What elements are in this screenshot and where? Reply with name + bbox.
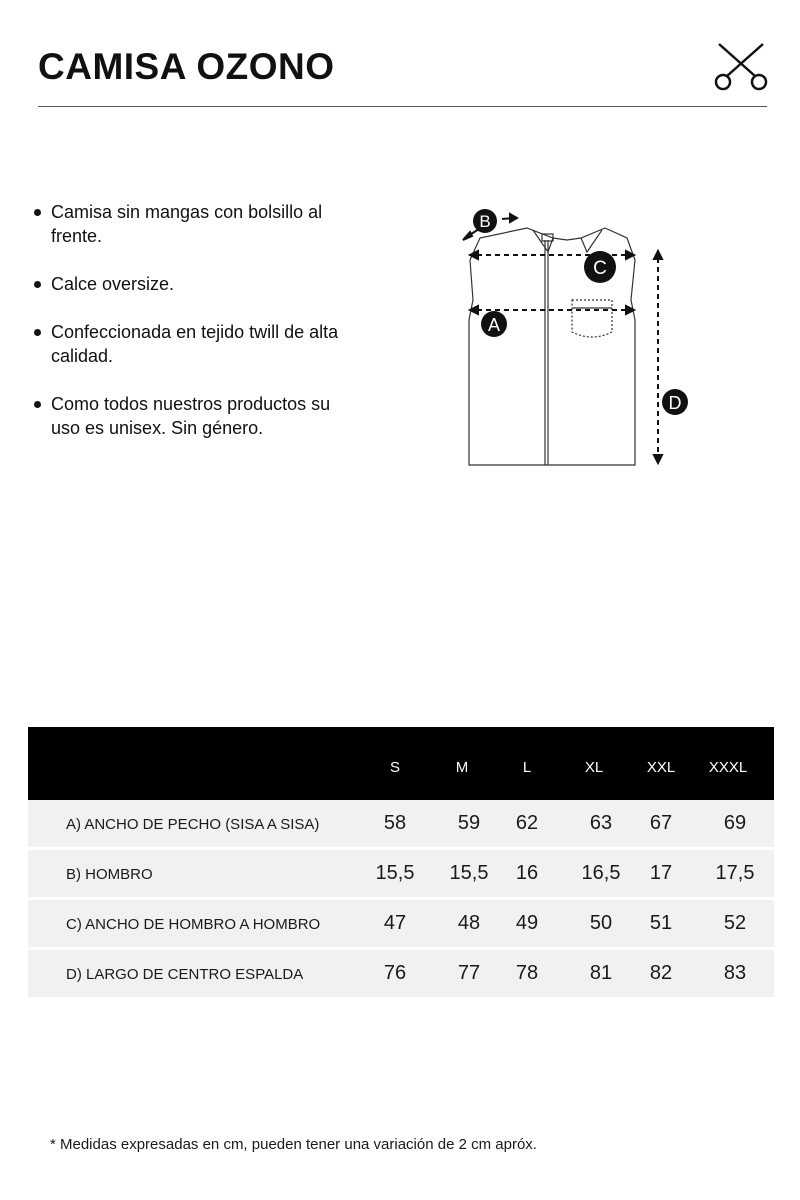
table-cell: 67 (649, 812, 673, 834)
table-row (28, 950, 774, 997)
header-divider (38, 106, 767, 107)
table-cell: 51 (649, 912, 673, 934)
size-header: S (389, 759, 400, 776)
table-cell: 47 (383, 912, 407, 934)
size-header: XXL (646, 759, 676, 776)
feature-list (34, 200, 354, 464)
table-cell: 15,5 (449, 862, 489, 884)
table-cell: 16 (515, 862, 539, 884)
size-table-header (28, 727, 774, 800)
table-cell: 50 (589, 912, 613, 934)
label-b (473, 209, 497, 233)
label-d (662, 389, 688, 415)
table-cell: 78 (515, 962, 539, 984)
feature-item: Calce oversize. (34, 272, 354, 296)
svg-text:B: B (479, 212, 491, 231)
table-cell: 76 (383, 962, 407, 984)
table-cell: 81 (589, 962, 613, 984)
size-header: XL (584, 759, 604, 776)
size-header: XXXL (708, 759, 748, 776)
table-cell: 17,5 (715, 862, 755, 884)
size-header: M (455, 759, 469, 776)
label-c (584, 251, 616, 283)
table-cell: 82 (649, 962, 673, 984)
table-cell: 48 (457, 912, 481, 934)
table-row (28, 800, 774, 847)
row-label: B) HOMBRO (66, 866, 153, 883)
svg-text:A: A (487, 315, 501, 335)
table-cell: 16,5 (581, 862, 621, 884)
measurement-d (654, 251, 662, 463)
page-title: CAMISA OZONO (38, 46, 335, 87)
size-header: L (522, 759, 532, 776)
table-cell: 83 (723, 962, 747, 984)
table-cell: 15,5 (375, 862, 415, 884)
table-cell: 69 (723, 812, 747, 834)
row-label: D) LARGO DE CENTRO ESPALDA (66, 966, 304, 983)
table-row (28, 900, 774, 947)
table-cell: 77 (457, 962, 481, 984)
svg-text:D: D (668, 393, 682, 413)
table-cell: 49 (515, 912, 539, 934)
footnote: * Medidas expresadas en cm, pueden tener una variación de 2 cm apróx. (50, 1136, 537, 1153)
table-cell: 62 (515, 812, 539, 834)
feature-item: Camisa sin mangas con bolsillo al frente. (34, 200, 354, 248)
shirt-measurement-diagram (455, 200, 695, 480)
svg-text:C: C (593, 258, 607, 279)
scissors-icon (712, 40, 770, 92)
feature-item: Confeccionada en tejido twill de alta calidad. (34, 320, 354, 368)
row-label: C) ANCHO DE HOMBRO A HOMBRO (66, 916, 321, 933)
table-cell: 63 (589, 812, 613, 834)
table-cell: 52 (723, 912, 747, 934)
table-cell: 59 (457, 812, 481, 834)
label-a (481, 311, 507, 337)
table-cell: 17 (649, 862, 673, 884)
size-table (28, 727, 774, 997)
row-label: A) ANCHO DE PECHO (SISA A SISA) (66, 816, 320, 833)
feature-item: Como todos nuestros productos su uso es unisex. Sin género. (34, 392, 354, 440)
table-cell: 58 (383, 812, 407, 834)
table-row (28, 850, 774, 897)
